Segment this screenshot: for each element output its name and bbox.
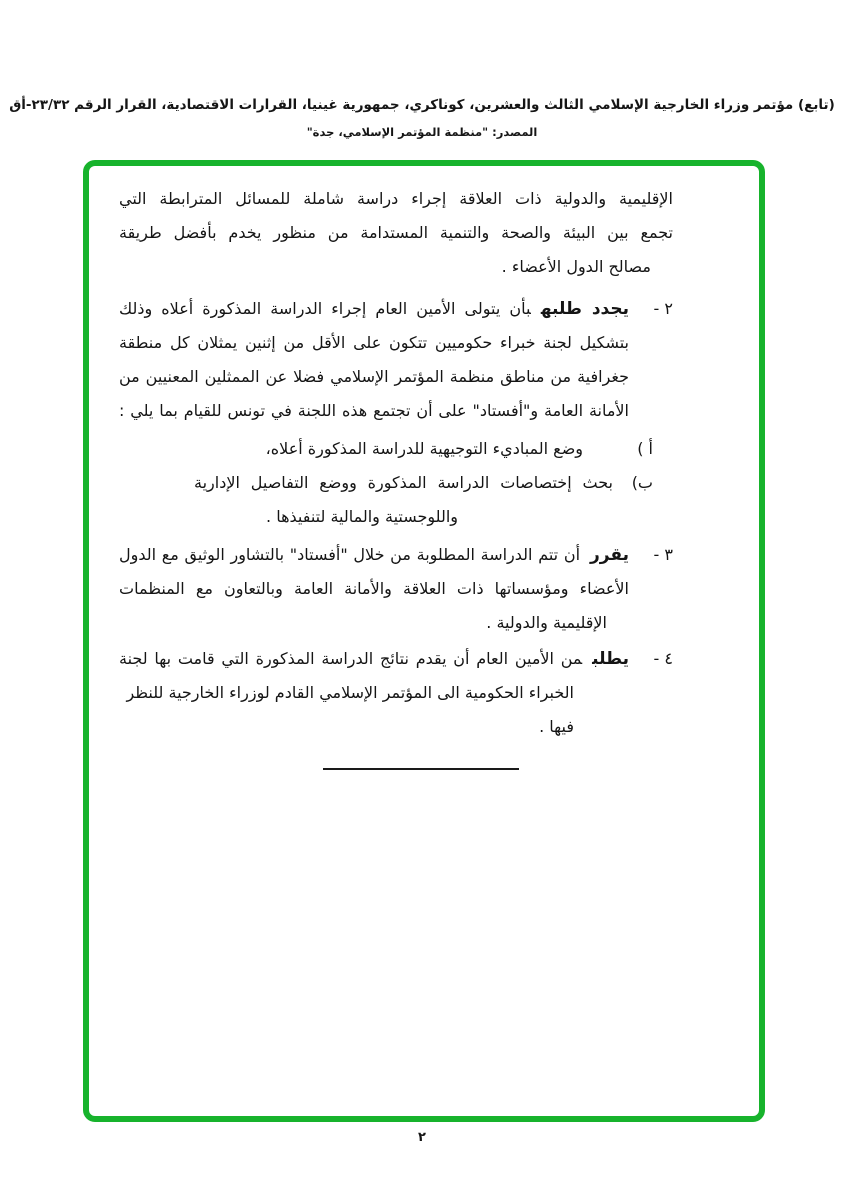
- intro-paragraph: [119, 182, 673, 284]
- item-text-line: جغرافية من مناطق منظمة المؤتمر الإسلامي فضلا عن الممثلين المعنيين من: [119, 367, 629, 386]
- header-line-1: (تابع) مؤتمر وزراء الخارجية الإسلامي الثالث والعشرين، كوناكري، جمهورية غينيا، القرارات الاقتصادية، القرار الرقم ٢٣/٣٢-أق: [9, 97, 835, 113]
- item-text-line: الإقليمية والدولية .: [486, 613, 607, 632]
- item-text: [119, 292, 629, 428]
- item-text-line: [119, 538, 629, 572]
- item-lead: يجدد طلبه: [540, 299, 630, 319]
- item-lead-rest: من الأمين العام أن يقدم نتائج الدراسة المذكورة التي قامت بها لجنة: [119, 649, 583, 668]
- resolution-highlight-box: [83, 160, 765, 1122]
- item-lead: يطلب: [592, 649, 629, 669]
- item-row-2: [119, 292, 673, 428]
- item-lead-rest: أن تتم الدراسة المطلوبة من خلال "أفستاد" بالتشاور الوثيق مع الدول: [119, 545, 581, 564]
- item-number: ٢ -: [653, 299, 673, 318]
- separator-line: [323, 768, 519, 770]
- subitem-text-line: بحث إختصاصات الدراسة المذكورة ووضع التفاصيل الإدارية: [194, 473, 613, 492]
- page-number: ٢: [418, 1130, 426, 1145]
- item-text-line: الأعضاء ومؤسساتها ذات العلاقة والأمانة العامة وبالتعاون مع المنظمات: [119, 579, 629, 598]
- intro-line: الإقليمية والدولية ذات العلاقة إجراء دراسة شاملة للمسائل المترابطة التي: [119, 189, 673, 208]
- subitem-row-b: [119, 466, 653, 534]
- subitem-text-line: وضع المباديء التوجيهية للدراسة المذكورة أعلاه،: [265, 439, 583, 458]
- item-text-line: الأمانة العامة و"أفستاد" على أن تجتمع هذه اللجنة في تونس للقيام بما يلي :: [119, 401, 629, 420]
- subitem-text-line: واللوجستية والمالية لتنفيذها .: [266, 507, 458, 526]
- header-line-2: المصدر: "منظمة المؤتمر الإسلامي، جدة": [306, 125, 538, 139]
- item-text: [119, 642, 629, 744]
- item-number: ٤ -: [653, 649, 673, 668]
- subitem-text: [194, 466, 613, 534]
- subitem-text: [194, 432, 613, 466]
- item-row-3: [119, 538, 673, 640]
- item-lead: يقرر: [590, 545, 629, 565]
- item-row-4: [119, 642, 673, 744]
- subitem-marker: ب): [631, 473, 653, 492]
- intro-line: مصالح الدول الأعضاء .: [501, 257, 651, 276]
- item-number: ٣ -: [653, 545, 673, 564]
- item-text-line: [119, 292, 629, 326]
- item-text-line: الخبراء الحكومية الى المؤتمر الإسلامي القادم لوزراء الخارجية للنظر فيها .: [126, 683, 574, 736]
- subitem-marker: أ ): [637, 439, 653, 458]
- document-header: [0, 94, 844, 142]
- item-text-line: [119, 642, 629, 676]
- item-lead-rest: بأن يتولى الأمين العام إجراء الدراسة المذكورة أعلاه وذلك: [119, 299, 531, 318]
- item-text: [119, 538, 629, 640]
- item-text-line: بتشكيل لجنة خبراء حكوميين تتكون على الأقل من إثنين يمثلان كل منطقة: [119, 333, 629, 352]
- intro-line: تجمع بين البيئة والصحة والتنمية المستدامة من منظور يخدم بأفضل طريقة: [119, 223, 673, 242]
- subitem-row-a: [119, 432, 653, 466]
